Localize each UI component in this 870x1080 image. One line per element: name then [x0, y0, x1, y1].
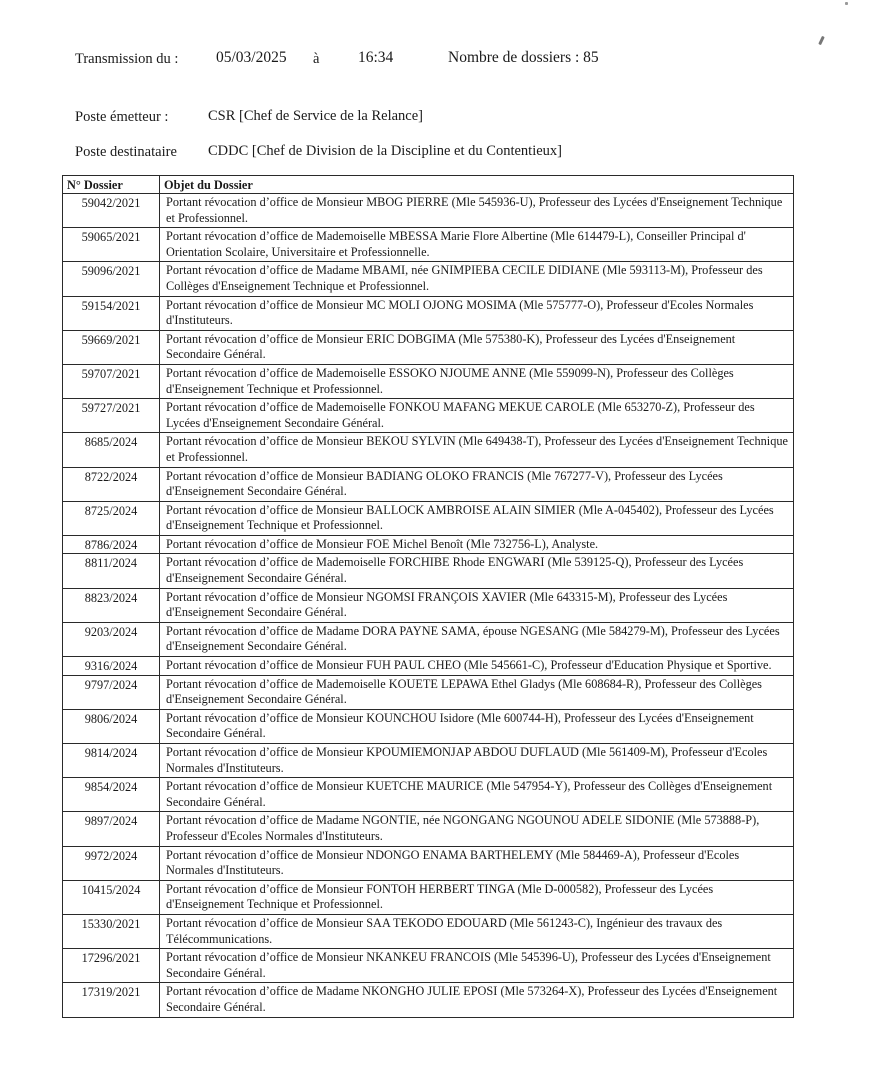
dossier-subject: Portant révocation d’office de Monsieur BALLOCK AMBROISE ALAIN SIMIER (Mle A-045402), Professeur des Lycées d'Enseignement Technique et Professionnel.	[160, 501, 794, 535]
table-row	[63, 330, 794, 364]
transmission-time: 16:34	[358, 49, 394, 66]
recipient-label: Poste destinataire	[75, 144, 177, 160]
dossier-number: 8722/2024	[63, 467, 160, 501]
table-row	[63, 588, 794, 622]
transmission-at: à	[313, 51, 320, 67]
dossier-number: 15330/2021	[63, 914, 160, 948]
table-row	[63, 399, 794, 433]
table-row	[63, 535, 794, 554]
sender-label: Poste émetteur :	[75, 109, 169, 125]
dossier-subject: Portant révocation d’office de Madame MBAMI, née GNIMPIEBA CECILE DIDIANE (Mle 593113-M), Professeur des Collèges d'Enseignement Technique et Professionnel.	[160, 262, 794, 296]
dossier-subject: Portant révocation d’office de Monsieur BEKOU SYLVIN (Mle 649438-T), Professeur des Lycées d'Enseignement Technique et Professionnel.	[160, 433, 794, 467]
table-row	[63, 949, 794, 983]
dossier-number: 59065/2021	[63, 228, 160, 262]
dossier-number: 8725/2024	[63, 501, 160, 535]
dossier-number: 9854/2024	[63, 778, 160, 812]
sender-value: CSR [Chef de Service de la Relance]	[208, 108, 424, 124]
table-row	[63, 501, 794, 535]
dossier-number: 59154/2021	[63, 296, 160, 330]
dossier-subject: Portant révocation d’office de Monsieur ERIC DOBGIMA (Mle 575380-K), Professeur des Lycées d'Enseignement Secondaire Général.	[160, 330, 794, 364]
dossier-subject: Portant révocation d’office de Monsieur FONTOH HERBERT TINGA (Mle D-000582), Professeur des Lycées d'Enseignement Technique et Professionnel.	[160, 880, 794, 914]
dossier-subject: Portant révocation d’office de Madame NGONTIE, née NGONGANG NGOUNOU ADELE SIDONIE (Mle 573888-P), Professeur d'Ecoles Normales d'Instituteurs.	[160, 812, 794, 846]
dossier-number: 9814/2024	[63, 744, 160, 778]
table-row	[63, 262, 794, 296]
dossier-subject: Portant révocation d’office de Monsieur BADIANG OLOKO FRANCIS (Mle 767277-V), Professeur des Lycées d'Enseignement Secondaire Général.	[160, 467, 794, 501]
scan-speck	[845, 2, 848, 5]
table-row	[63, 364, 794, 398]
dossier-subject: Portant révocation d’office de Monsieur MBOG PIERRE (Mle 545936-U), Professeur des Lycées d'Enseignement Technique et Professionnel.	[160, 194, 794, 228]
dossier-number: 17296/2021	[63, 949, 160, 983]
dossier-subject: Portant révocation d’office de Monsieur FOE Michel Benoît (Mle 732756-L), Analyste.	[160, 535, 794, 554]
table-row	[63, 778, 794, 812]
table-body	[63, 194, 794, 1018]
dossier-number: 9897/2024	[63, 812, 160, 846]
dossier-number: 59669/2021	[63, 330, 160, 364]
dossier-number: 8811/2024	[63, 554, 160, 588]
table-row	[63, 983, 794, 1017]
dossier-subject: Portant révocation d’office de Mademoiselle FORCHIBE Rhode ENGWARI (Mle 539125-Q), Professeur des Lycées d'Enseignement Secondaire Général.	[160, 554, 794, 588]
table-row	[63, 433, 794, 467]
dossier-subject: Portant révocation d’office de Monsieur NKANKEU FRANCOIS (Mle 545396-U), Professeur des Lycées d'Enseignement Secondaire Général.	[160, 949, 794, 983]
dossier-subject: Portant révocation d’office de Mademoiselle MBESSA Marie Flore Albertine (Mle 614479-L), Conseiller Principal d' Orientation Scolaire, Universitaire et Professionnelle.	[160, 228, 794, 262]
transmission-label: Transmission du :	[75, 51, 179, 67]
dossier-number: 10415/2024	[63, 880, 160, 914]
table-row	[63, 880, 794, 914]
dossier-subject: Portant révocation d’office de Monsieur KUETCHE MAURICE (Mle 547954-Y), Professeur des Collèges d'Enseignement Secondaire Général.	[160, 778, 794, 812]
dossier-subject: Portant révocation d’office de Madame DORA PAYNE SAMA, épouse NGESANG (Mle 584279-M), Professeur des Lycées d'Enseignement Secondaire Général.	[160, 622, 794, 656]
dossier-number: 8823/2024	[63, 588, 160, 622]
table-header-row	[63, 176, 794, 194]
dossier-subject: Portant révocation d’office de Mademoiselle KOUETE LEPAWA Ethel Gladys (Mle 608684-R), Professeur des Collèges d'Enseignement Secondaire Général.	[160, 675, 794, 709]
column-header-subject: Objet du Dossier	[160, 176, 794, 194]
table-row	[63, 675, 794, 709]
dossier-number: 8786/2024	[63, 535, 160, 554]
scan-speck	[818, 36, 825, 45]
dossier-subject: Portant révocation d’office de Monsieur MC MOLI OJONG MOSIMA (Mle 575777-O), Professeur d'Ecoles Normales d'Instituteurs.	[160, 296, 794, 330]
transmission-date: 05/03/2025	[216, 49, 287, 66]
dossier-number: 9316/2024	[63, 657, 160, 676]
dossier-count: Nombre de dossiers : 85	[448, 49, 599, 66]
table-row	[63, 846, 794, 880]
recipient-value: CDDC [Chef de Division de la Discipline et du Contentieux]	[208, 143, 562, 159]
table-row	[63, 467, 794, 501]
dossier-subject: Portant révocation d’office de Monsieur FUH PAUL CHEO (Mle 545661-C), Professeur d'Education Physique et Sportive.	[160, 657, 794, 676]
dossier-subject: Portant révocation d’office de Monsieur KPOUMIEMONJAP ABDOU DUFLAUD (Mle 561409-M), Professeur d'Ecoles Normales d'Instituteurs.	[160, 744, 794, 778]
column-header-number: N° Dossier	[63, 176, 160, 194]
dossier-subject: Portant révocation d’office de Monsieur SAA TEKODO EDOUARD (Mle 561243-C), Ingénieur des travaux des Télécommunications.	[160, 914, 794, 948]
dossier-number: 17319/2021	[63, 983, 160, 1017]
dossier-table	[62, 175, 794, 1018]
table-row	[63, 709, 794, 743]
dossier-number: 9806/2024	[63, 709, 160, 743]
table-row	[63, 744, 794, 778]
table-row	[63, 194, 794, 228]
dossier-subject: Portant révocation d’office de Monsieur KOUNCHOU Isidore (Mle 600744-H), Professeur des Lycées d'Enseignement Secondaire Général.	[160, 709, 794, 743]
dossier-number: 59727/2021	[63, 399, 160, 433]
dossier-subject: Portant révocation d’office de Monsieur NGOMSI FRANÇOIS XAVIER (Mle 643315-M), Professeur des Lycées d'Enseignement Secondaire Général.	[160, 588, 794, 622]
dossier-number: 8685/2024	[63, 433, 160, 467]
table-row	[63, 914, 794, 948]
table-row	[63, 228, 794, 262]
dossier-number: 9972/2024	[63, 846, 160, 880]
dossier-number: 59707/2021	[63, 364, 160, 398]
dossier-number: 9797/2024	[63, 675, 160, 709]
dossier-number: 59096/2021	[63, 262, 160, 296]
dossier-subject: Portant révocation d’office de Madame NKONGHO JULIE EPOSI (Mle 573264-X), Professeur des Lycées d'Enseignement Secondaire Général.	[160, 983, 794, 1017]
table-row	[63, 812, 794, 846]
table-row	[63, 622, 794, 656]
dossier-subject: Portant révocation d’office de Monsieur NDONGO ENAMA BARTHELEMY (Mle 584469-A), Professeur d'Ecoles Normales d'Instituteurs.	[160, 846, 794, 880]
table-row	[63, 296, 794, 330]
dossier-number: 59042/2021	[63, 194, 160, 228]
table-row	[63, 657, 794, 676]
dossier-subject: Portant révocation d’office de Mademoiselle FONKOU MAFANG MEKUE CAROLE (Mle 653270-Z), Professeur des Lycées d'Enseignement Secondaire Général.	[160, 399, 794, 433]
dossier-number: 9203/2024	[63, 622, 160, 656]
table-row	[63, 554, 794, 588]
dossier-subject: Portant révocation d’office de Mademoiselle ESSOKO NJOUME ANNE (Mle 559099-N), Professeur des Collèges d'Enseignement Technique et Professionnel.	[160, 364, 794, 398]
